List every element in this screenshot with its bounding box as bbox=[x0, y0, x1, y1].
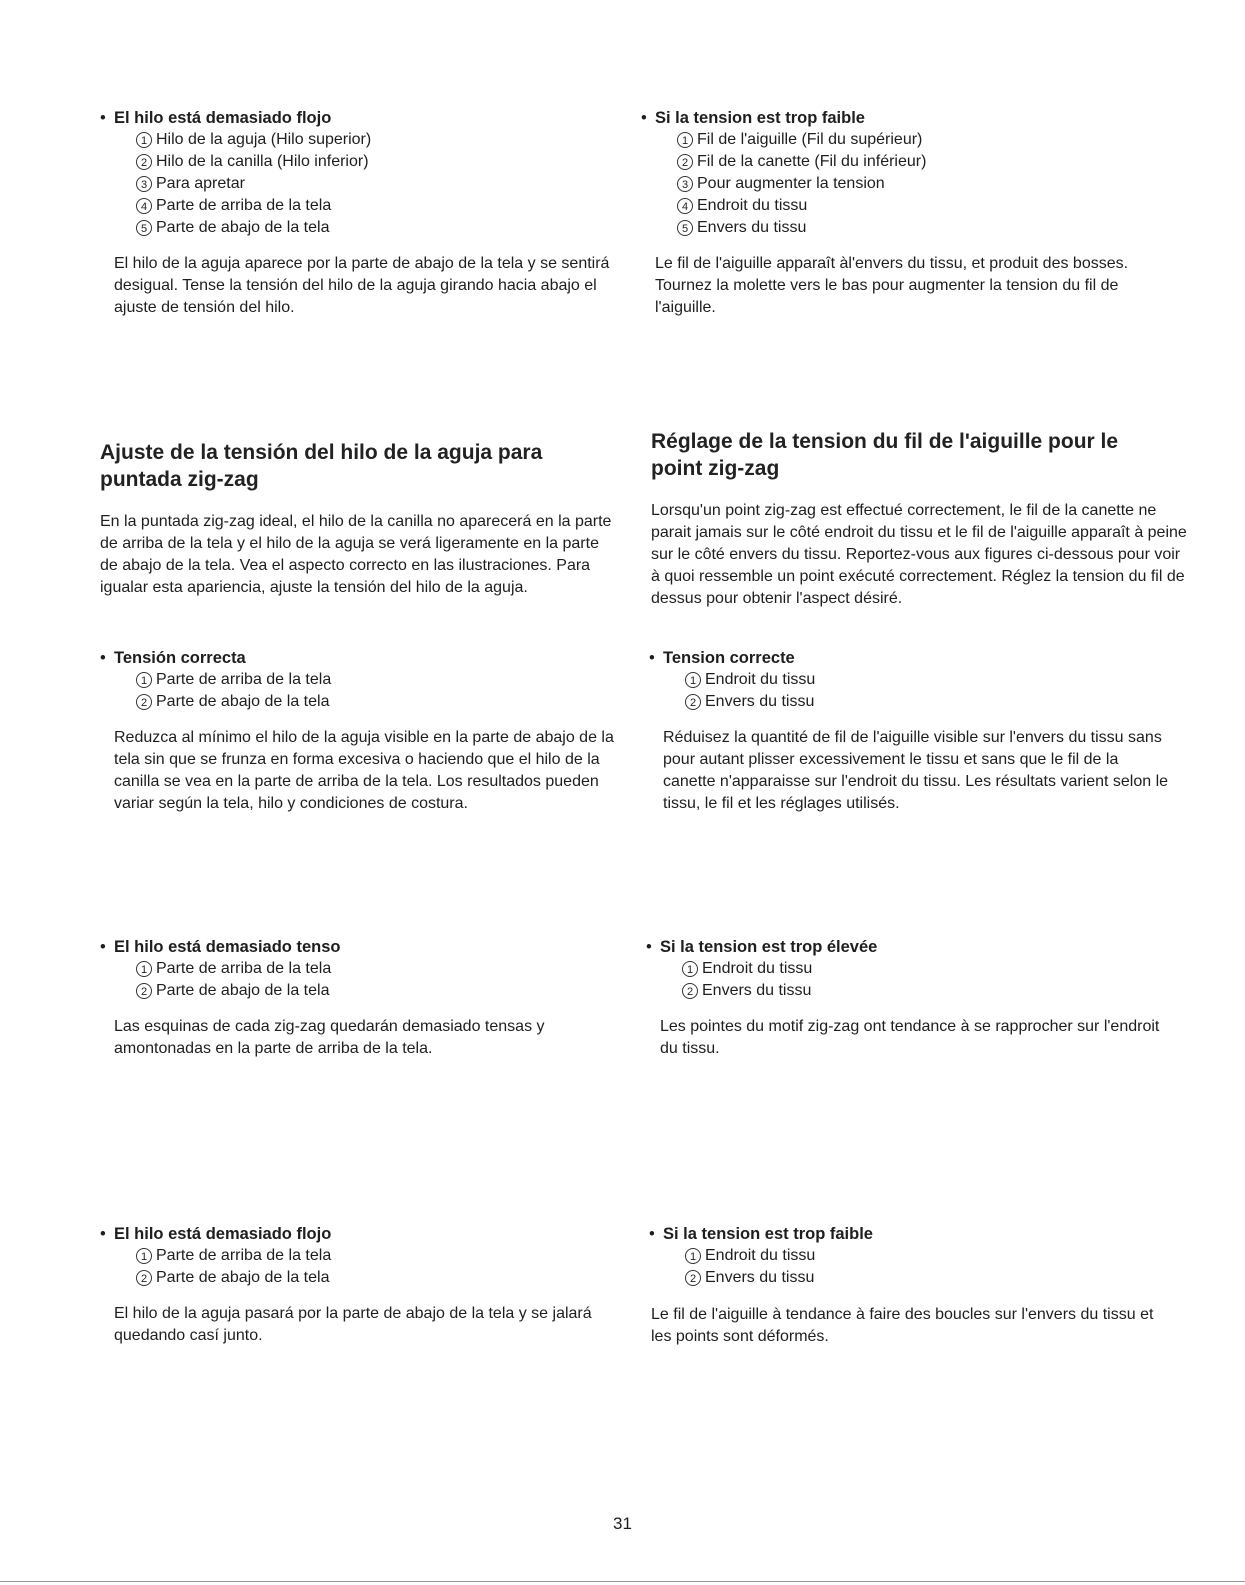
list-item: 5 Parte de abajo de la tela bbox=[136, 217, 654, 239]
list-item: 1 Hilo de la aguja (Hilo superior) bbox=[136, 129, 654, 151]
item-list bbox=[655, 129, 1195, 239]
right-heading: Réglage de la tension du fil de l'aiguille pour le point zig-zag bbox=[651, 430, 1119, 480]
list-item: 2 Parte de abajo de la tela bbox=[136, 1267, 654, 1289]
section-paragraph: Le fil de l'aiguille à tendance à faire des boucles sur l'envers du tissu et les points sont déformés. bbox=[651, 1306, 1154, 1345]
list-item: 1 Parte de arriba de la tela bbox=[136, 958, 654, 980]
list-item: 2 Envers du tissu bbox=[685, 691, 1203, 713]
list-item: 2 Parte de abajo de la tela bbox=[136, 980, 654, 1002]
list-item: 1 Parte de arriba de la tela bbox=[136, 1245, 654, 1267]
list-item: 2 Envers du tissu bbox=[685, 1267, 1203, 1289]
left-section-3 bbox=[100, 937, 654, 1060]
item-list bbox=[114, 1245, 654, 1289]
list-item: 2 Envers du tissu bbox=[682, 980, 1200, 1002]
section-title: • El hilo está demasiado flojo bbox=[100, 1225, 332, 1243]
list-item: 4 Endroit du tissu bbox=[677, 195, 1195, 217]
right-section-2 bbox=[649, 648, 1203, 815]
right-section-4 bbox=[649, 1224, 1203, 1289]
list-item: 1 Parte de arriba de la tela bbox=[136, 669, 654, 691]
list-item: 3 Para apretar bbox=[136, 173, 654, 195]
list-item: 2 Parte de abajo de la tela bbox=[136, 691, 654, 713]
section-paragraph: Reduzca al mínimo el hilo de la aguja visible en la parte de abajo de la tela sin que se frunza en forma excesiva o haciendo que el hilo de la canilla se vea en la parte de arriba de la tela. Los resultados pueden variar según la tela, hilo y condiciones de costura. bbox=[114, 729, 614, 812]
right-section-1 bbox=[641, 108, 1195, 319]
left-section-1 bbox=[100, 108, 654, 319]
section-paragraph: Réduisez la quantité de fil de l'aiguille visible sur l'envers du tissu sans pour autant plisser excessivement le tissu et sans que le fil de la canette n'apparaisse sur l'endroit du tissu. Les résultats varient selon le tissu, le fil et les réglages utilisés. bbox=[663, 729, 1169, 812]
section-title: • Si la tension est trop élevée bbox=[646, 938, 878, 956]
section-paragraph: Les pointes du motif zig-zag ont tendance à se rapprocher sur l'endroit du tissu. bbox=[660, 1018, 1160, 1057]
list-item: 5 Envers du tissu bbox=[677, 217, 1195, 239]
list-item: 2 Fil de la canette (Fil du inférieur) bbox=[677, 151, 1195, 173]
item-list bbox=[114, 129, 654, 239]
list-item: 1 Endroit du tissu bbox=[685, 1245, 1203, 1267]
list-item: 2 Hilo de la canilla (Hilo inferior) bbox=[136, 151, 654, 173]
section-title: • Si la tension est trop faible bbox=[649, 1225, 873, 1243]
left-intro: En la puntada zig-zag ideal, el hilo de la canilla no aparecerá en la parte de arriba de la tela y el hilo de la aguja se verá ligeramente en la parte de abajo de la tela. Vea el aspecto correcto en las ilustraciones. Para igualar esta apariencia, ajuste la tensión del hilo de la aguja. bbox=[100, 513, 612, 596]
right-intro: Lorsqu'un point zig-zag est effectué correctement, le fil de la canette ne parait jamais sur le côté endroit du tissu et le fil de l'aiguille apparaît à peine sur le côté envers du tissu. Reportez-vous aux figures ci-dessous pour voir à quoi ressemble un point exécuté correctement. Réglez la tension du fil de dessus pour obtenir l'aspect désiré. bbox=[651, 502, 1187, 607]
section-paragraph: Le fil de l'aiguille apparaît àl'envers du tissu, et produit des bosses. Tournez la molette vers le bas pour augmenter la tension du fil de l'aiguille. bbox=[655, 255, 1129, 316]
right-section-3 bbox=[646, 937, 1200, 1060]
section-paragraph: El hilo de la aguja aparece por la parte de abajo de la tela y se sentirá desigual. Tense la tensión del hilo de la aguja girando hacia abajo el ajuste de tensión del hilo. bbox=[114, 255, 610, 316]
left-section-2 bbox=[100, 648, 654, 815]
item-list bbox=[663, 669, 1203, 713]
list-item: 4 Parte de arriba de la tela bbox=[136, 195, 654, 217]
list-item: 1 Endroit du tissu bbox=[682, 958, 1200, 980]
page-number: 31 bbox=[613, 1514, 632, 1533]
item-list bbox=[660, 958, 1200, 1002]
section-title: • Tensión correcta bbox=[100, 649, 246, 667]
item-list bbox=[663, 1245, 1203, 1289]
item-list bbox=[114, 958, 654, 1002]
section-title: • El hilo está demasiado tenso bbox=[100, 938, 341, 956]
section-title: • Si la tension est trop faible bbox=[641, 109, 865, 127]
bottom-rule bbox=[0, 1581, 1245, 1582]
section-title: • El hilo está demasiado flojo bbox=[100, 109, 332, 127]
section-paragraph: Las esquinas de cada zig-zag quedarán demasiado tensas y amontonadas en la parte de arriba de la tela. bbox=[114, 1018, 545, 1057]
section-paragraph: El hilo de la aguja pasará por la parte de abajo de la tela y se jalará quedando casí junto. bbox=[114, 1305, 592, 1344]
list-item: 1 Endroit du tissu bbox=[685, 669, 1203, 691]
left-heading: Ajuste de la tensión del hilo de la aguja para puntada zig-zag bbox=[100, 441, 543, 491]
item-list bbox=[114, 669, 654, 713]
left-section-4 bbox=[100, 1224, 654, 1347]
section-title: • Tension correcte bbox=[649, 649, 795, 667]
list-item: 1 Fil de l'aiguille (Fil du supérieur) bbox=[677, 129, 1195, 151]
list-item: 3 Pour augmenter la tension bbox=[677, 173, 1195, 195]
